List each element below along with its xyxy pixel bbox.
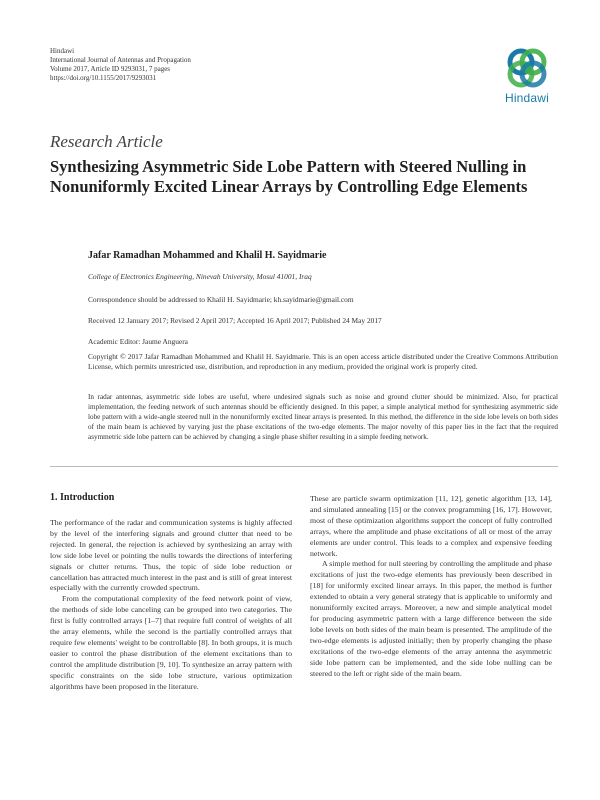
section-heading: 1. Introduction	[50, 492, 115, 503]
hindawi-logo-icon	[504, 46, 550, 90]
volume-info: Volume 2017, Article ID 9293031, 7 pages	[50, 65, 171, 73]
journal-info	[50, 47, 191, 83]
authors: Jafar Ramadhan Mohammed and Khalil H. Sayidmarie	[88, 250, 327, 261]
left-column	[50, 518, 292, 693]
academic-editor: Academic Editor: Jaume Anguera	[88, 337, 188, 346]
divider	[50, 466, 558, 467]
publisher-name: Hindawi	[50, 47, 75, 55]
copyright-notice: Copyright © 2017 Jafar Ramadhan Mohammed and Khalil H. Sayidmarie. This is an open access article distributed under the Creative Commons Attribution License, which permits unrestricted use, distribution, and reproduction in any medium, provided the original work is properly cited.	[88, 352, 558, 371]
article-type: Research Article	[50, 132, 163, 151]
paragraph: These are particle swarm optimization [11, 12], genetic algorithm [13, 14], and simulated annealing [15] or the convex programming [16, 17]. However, most of these optimization algorithms support the concept of fully controlled arrays, where the amplitude and phase excitations of all or most of the array elements are under control. This leads to a complex and expensive feeding network.	[310, 494, 552, 558]
abstract: In radar antennas, asymmetric side lobes are useful, where undesired signals such as noise and ground clutter should be minimized. Also, for practical implementation, the feeding network of such antennas should be efficiently designed. In this paper, a simple analytical method for synthesizing asymmetric side lobe pattern with a wide-angle steered null in the nonuniformly excited linear arrays is presented. In this method, the difference in the side lobe levels on both sides of the main beam is achieved by varying just the phase excitations of the two-edge elements. The major novelty of this paper lies in the fact that the required asymmetric side lobe pattern can be achieved by changing a single phase shifter resulting in a simple feeding network.	[88, 393, 558, 441]
correspondence: Correspondence should be addressed to Khalil H. Sayidmarie; kh.sayidmarie@gmail.com	[88, 295, 354, 304]
doi-link[interactable]: https://doi.org/10.1155/2017/9293031	[50, 74, 157, 82]
paragraph: A simple method for null steering by controlling the amplitude and phase excitations of just the two-edge elements has previously been described in [18] for uniformly excited linear arrays. In this paper, the method is further extended to obtain a very general strategy that is applicable to uniformly and nonuniformly excited arrays. Moreover, a new and simple analytical model for producing asymmetric pattern with a large difference between the side lobe levels on both sides of the main beam is presented. The amplitude of the two-edge elements is adjusted initially; then by properly changing the phase excitations of the two-edge elements of the array antenna the asymmetric side lobe pattern can be implemented, and the side lobe nulling can be steered to the left or right side of the main beam.	[310, 559, 552, 678]
affiliation: College of Electronics Engineering, Ninevah University, Mosul 41001, Iraq	[88, 272, 312, 281]
hindawi-logo	[498, 46, 556, 108]
right-column	[310, 494, 552, 679]
journal-name: International Journal of Antennas and Propagation	[50, 56, 191, 64]
publication-dates: Received 12 January 2017; Revised 2 April 2017; Accepted 16 April 2017; Published 24 May 2017	[88, 316, 382, 325]
article-title: Synthesizing Asymmetric Side Lobe Pattern with Steered Nulling in Nonuniformly Excited Linear Arrays by Controlling Edge Elements	[50, 157, 528, 196]
paragraph: The performance of the radar and communication systems is highly affected by the level of the interfering signals and ground clutter that need to be rejected. In general, the rejection is achieved by synthesizing an array with low side lobe level or pointing the nulls towards the directions of interfering signals or clutter returns. Thus, the topic of side lobe reduction or cancellation has attracted much interest in the past and is still of great interest especially with the currently crowded spectrum.	[50, 518, 292, 593]
logo-text: Hindawi	[504, 91, 550, 105]
paragraph: From the computational complexity of the feed network point of view, the methods of side lobe canceling can be grouped into two categories. The first is fully controlled arrays [1–7] that require full control of weights of all the array elements, while the second is the partially controlled arrays that require few elements' weight to be controllable [8]. In both groups, it is much easier to control the phase distribution of the element excitations than to control the amplitude distribution [9, 10]. To synthesize an array pattern with specific constraints on the side lobe structure, various optimization algorithms have been proposed in the literature.	[50, 594, 292, 691]
